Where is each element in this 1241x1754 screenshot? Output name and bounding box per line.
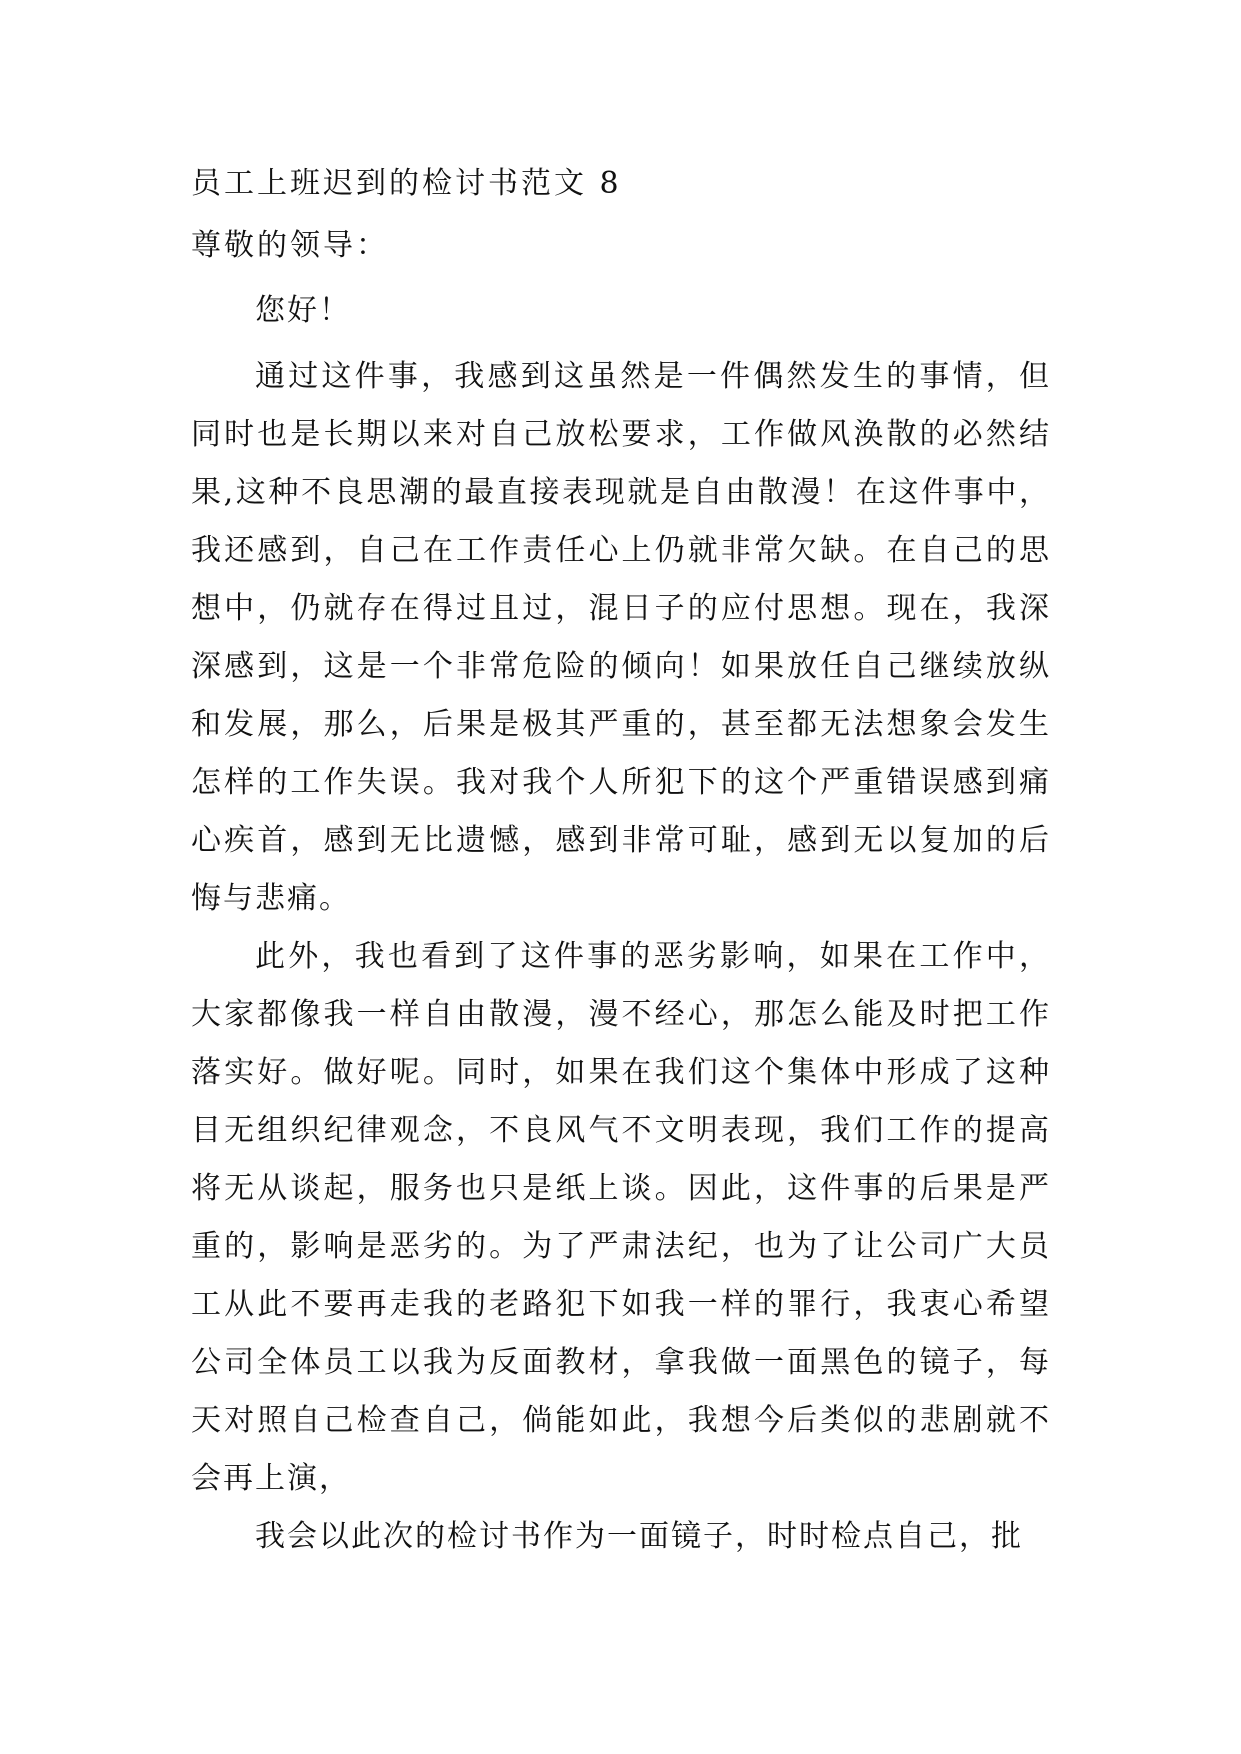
- paragraph-3: 我会以此次的检讨书作为一面镜子，时时检点自己，批: [255, 1519, 1023, 1554]
- paragraph-1: 通过这件事，我感到这虽然是一件偶然发生的事情，但同时也是长期以来对自己放松要求，工作做风涣散的必然结果,这种不良思潮的最直接表现就是自由散漫！在这件事中，我还感到，自己在工作责任心上仍就非常欠缺。在自己的思想中，仍就存在得过且过，混日子的应付思想。现在，我深深感到，这是一个非常危险的倾向！如果放任自己继续放纵和发展，那么，后果是极其严重的，甚至都无法想象会发生怎样的工作失误。我对我个人所犯下的这个严重错误感到痛心疾首，感到无比遗憾，感到非常可耻，感到无以复加的后悔与悲痛。: [191, 359, 1051, 916]
- salutation: 尊敬的领导：: [191, 228, 389, 263]
- paragraph-2: 此外，我也看到了这件事的恶劣影响，如果在工作中，大家都像我一样自由散漫，漫不经心，那怎么能及时把工作落实好。做好呢。同时，如果在我们这个集体中形成了这种目无组织纪律观念，不良风气不文明表现，我们工作的提高将无从谈起，服务也只是纸上谈。因此，这件事的后果是严重的，影响是恶劣的。为了严肃法纪，也为了让公司广大员工从此不要再走我的老路犯下如我一样的罪行，我衷心希望公司全体员工以我为反面教材，拿我做一面黑色的镜子，每天对照自己检查自己，倘能如此，我想今后类似的悲剧就不会再上演，: [191, 939, 1051, 1496]
- letter-body: [191, 282, 1051, 1566]
- document-title: 员工上班迟到的检讨书范文 8: [191, 166, 622, 201]
- greeting: 您好！: [255, 293, 351, 328]
